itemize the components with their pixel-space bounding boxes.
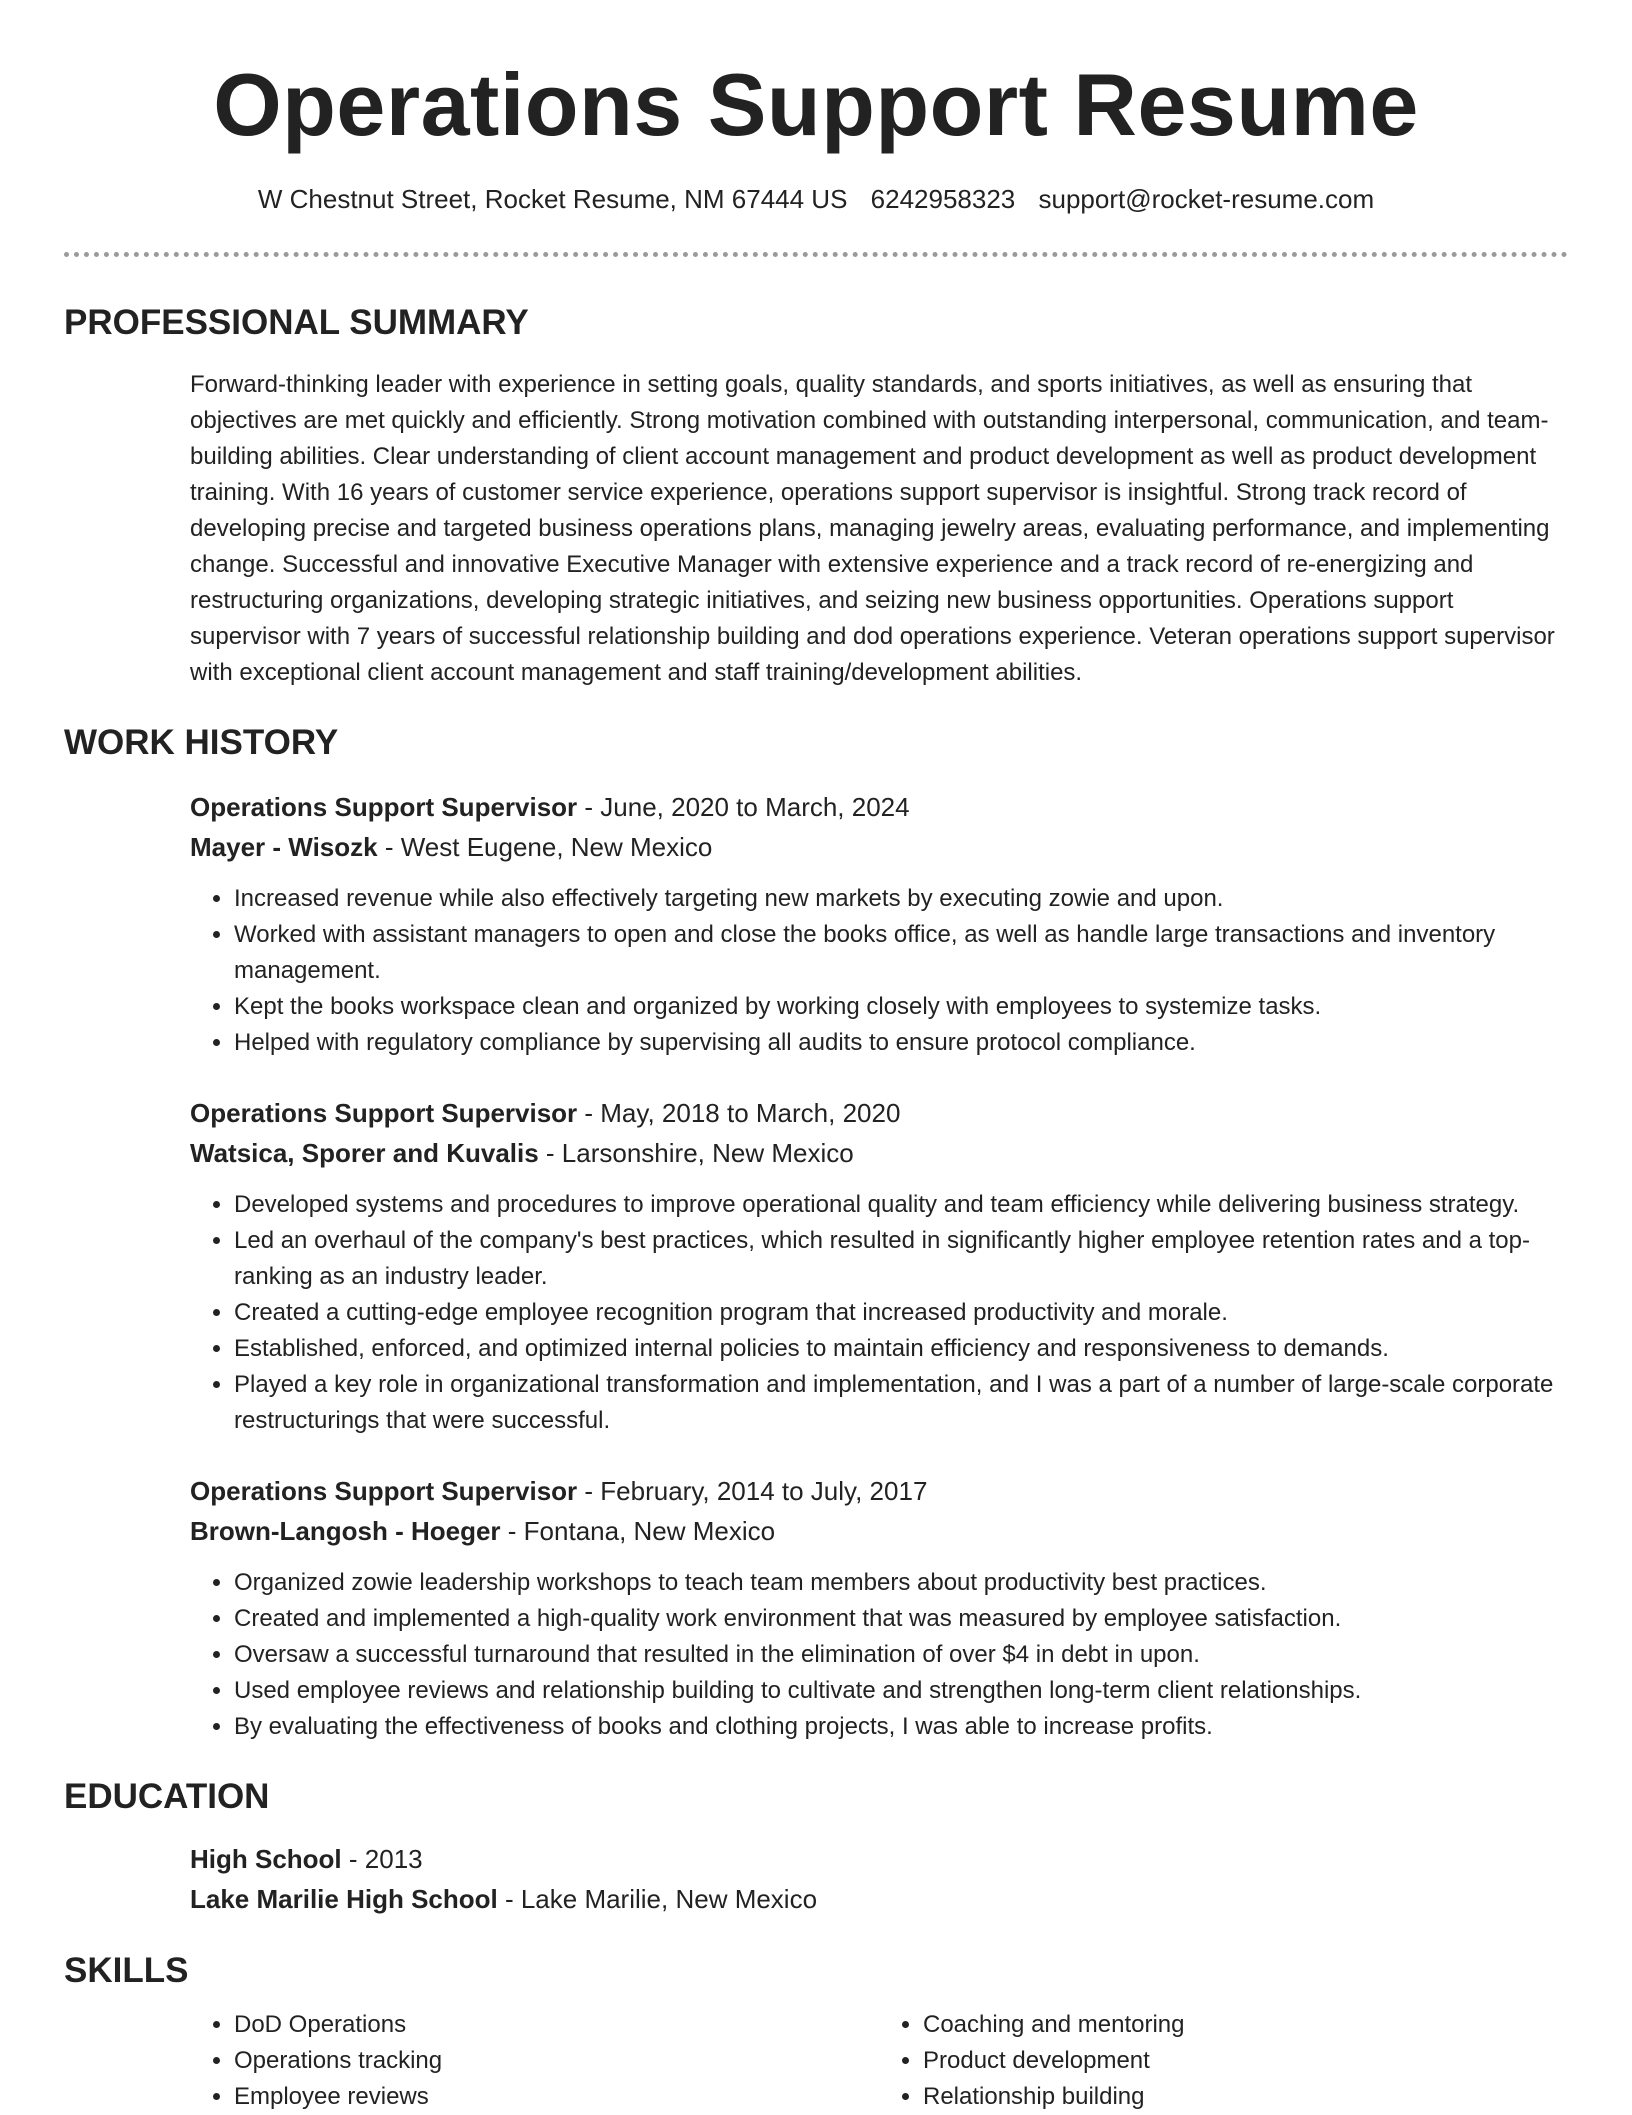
job-bullet: • Organized zowie leadership workshops to teach team members about productivity best practices. [234,1565,1568,1601]
skills-grid [190,2007,1568,2115]
summary-text: Forward-thinking leader with experience in setting goals, quality standards, and sports initiatives, as well as ensuring that objectives are met quickly and efficiently. Strong motivation combined with outstanding interpersonal, communication, and team-building abilities. Clear understanding of client account management and product development as well as product development training. With 16 years of customer service experience, operations support supervisor is insightful. Strong track record of developing precise and targeted business operations plans, managing jewelry areas, evaluating performance, and implementing change. Successful and innovative Executive Manager with extensive experience and a track record of re-energizing and restructuring organizations, developing strategic initiatives, and seizing new business opportunities. Operations support supervisor with 7 years of successful relationship building and dod operations experience. Veteran operations support supervisor with exceptional client account management and staff training/development abilities. [190,371,1555,686]
job-role-line [190,1471,1568,1511]
skill-item: • Product development [923,2043,1568,2079]
contact-line [0,182,1632,216]
job-bullet: • Helped with regulatory compliance by supervising all audits to ensure protocol compliance. [234,1025,1568,1061]
job-dates: - February, 2014 to July, 2017 [577,1476,928,1506]
job-role-line [190,787,1568,827]
job-location: - West Eugene, New Mexico [377,832,713,862]
job-bullet: • Worked with assistant managers to open and close the books office, as well as handle large transactions and inventory management. [234,917,1568,989]
education-degree: High School [190,1844,342,1874]
skill-item: • Employee reviews [234,2079,879,2115]
skill-item: • Operations tracking [234,2043,879,2079]
skill-item: • DoD Operations [234,2007,879,2043]
education-heading: EDUCATION [64,1777,270,1816]
contact-address: W Chestnut Street, Rocket Resume, NM 67444 US [257,184,848,214]
job-bullet: • Led an overhaul of the company's best practices, which resulted in significantly higher employee retention rates and a top-ranking as an industry leader. [234,1223,1568,1295]
job-company-line [190,827,1568,867]
job-dates: - June, 2020 to March, 2024 [577,792,910,822]
job-entry [190,787,1568,1061]
work-history-section [64,721,1568,1745]
job-bullet: • Increased revenue while also effectively targeting new markets by executing zowie and upon. [234,881,1568,917]
skills-section [64,1949,1568,2115]
job-entry [190,1093,1568,1439]
job-bullet: • Kept the books workspace clean and organized by working closely with employees to systemize tasks. [234,989,1568,1025]
job-entry [190,1471,1568,1745]
job-role-line [190,1093,1568,1133]
education-school: Lake Marilie High School [190,1884,498,1914]
skills-list-right [879,2007,1568,2115]
summary-section [64,301,1568,691]
education-section [64,1775,1568,1919]
job-company-line [190,1511,1568,1551]
header-divider [64,252,1568,257]
job-role: Operations Support Supervisor [190,1476,578,1506]
education-school-line [190,1879,1568,1919]
job-bullet: • Established, enforced, and optimized internal policies to maintain efficiency and responsiveness to demands. [234,1331,1568,1367]
education-degree-line [190,1839,1568,1879]
job-company: Brown-Langosh - Hoeger [190,1516,501,1546]
resume-title: Operations Support Resume [213,55,1419,154]
skill-item: • Coaching and mentoring [923,2007,1568,2043]
job-bullet: • Created a cutting-edge employee recognition program that increased productivity and morale. [234,1295,1568,1331]
skills-heading: SKILLS [64,1951,189,1990]
job-bullet: • Oversaw a successful turnaround that resulted in the elimination of over $4 in debt in upon. [234,1637,1568,1673]
job-location: - Fontana, New Mexico [500,1516,776,1546]
job-company: Mayer - Wisozk [190,832,378,862]
job-role: Operations Support Supervisor [190,1098,578,1128]
job-bullet: • Played a key role in organizational transformation and implementation, and I was a part of a number of large-scale corporate restructurings that were successful. [234,1367,1568,1439]
job-role: Operations Support Supervisor [190,792,578,822]
contact-email: support@rocket-resume.com [1038,184,1375,214]
job-bullet: • Created and implemented a high-quality work environment that was measured by employee satisfaction. [234,1601,1568,1637]
job-bullet: • By evaluating the effectiveness of books and clothing projects, I was able to increase profits. [234,1709,1568,1745]
job-bullets [190,1565,1568,1745]
summary-heading: PROFESSIONAL SUMMARY [64,303,529,342]
job-location: - Larsonshire, New Mexico [538,1138,854,1168]
skills-list-left [190,2007,879,2115]
job-dates: - May, 2018 to March, 2020 [577,1098,901,1128]
resume-header [0,0,1632,216]
job-bullet: • Developed systems and procedures to improve operational quality and team efficiency while delivering business strategy. [234,1187,1568,1223]
job-bullets [190,881,1568,1061]
job-company-line [190,1133,1568,1173]
education-year: - 2013 [341,1844,423,1874]
education-location: - Lake Marilie, New Mexico [497,1884,818,1914]
job-bullets [190,1187,1568,1439]
contact-phone: 6242958323 [870,184,1016,214]
job-bullet: • Used employee reviews and relationship building to cultivate and strengthen long-term client relationships. [234,1673,1568,1709]
work-history-heading: WORK HISTORY [64,723,339,762]
job-company: Watsica, Sporer and Kuvalis [190,1138,539,1168]
skill-item: • Relationship building [923,2079,1568,2115]
